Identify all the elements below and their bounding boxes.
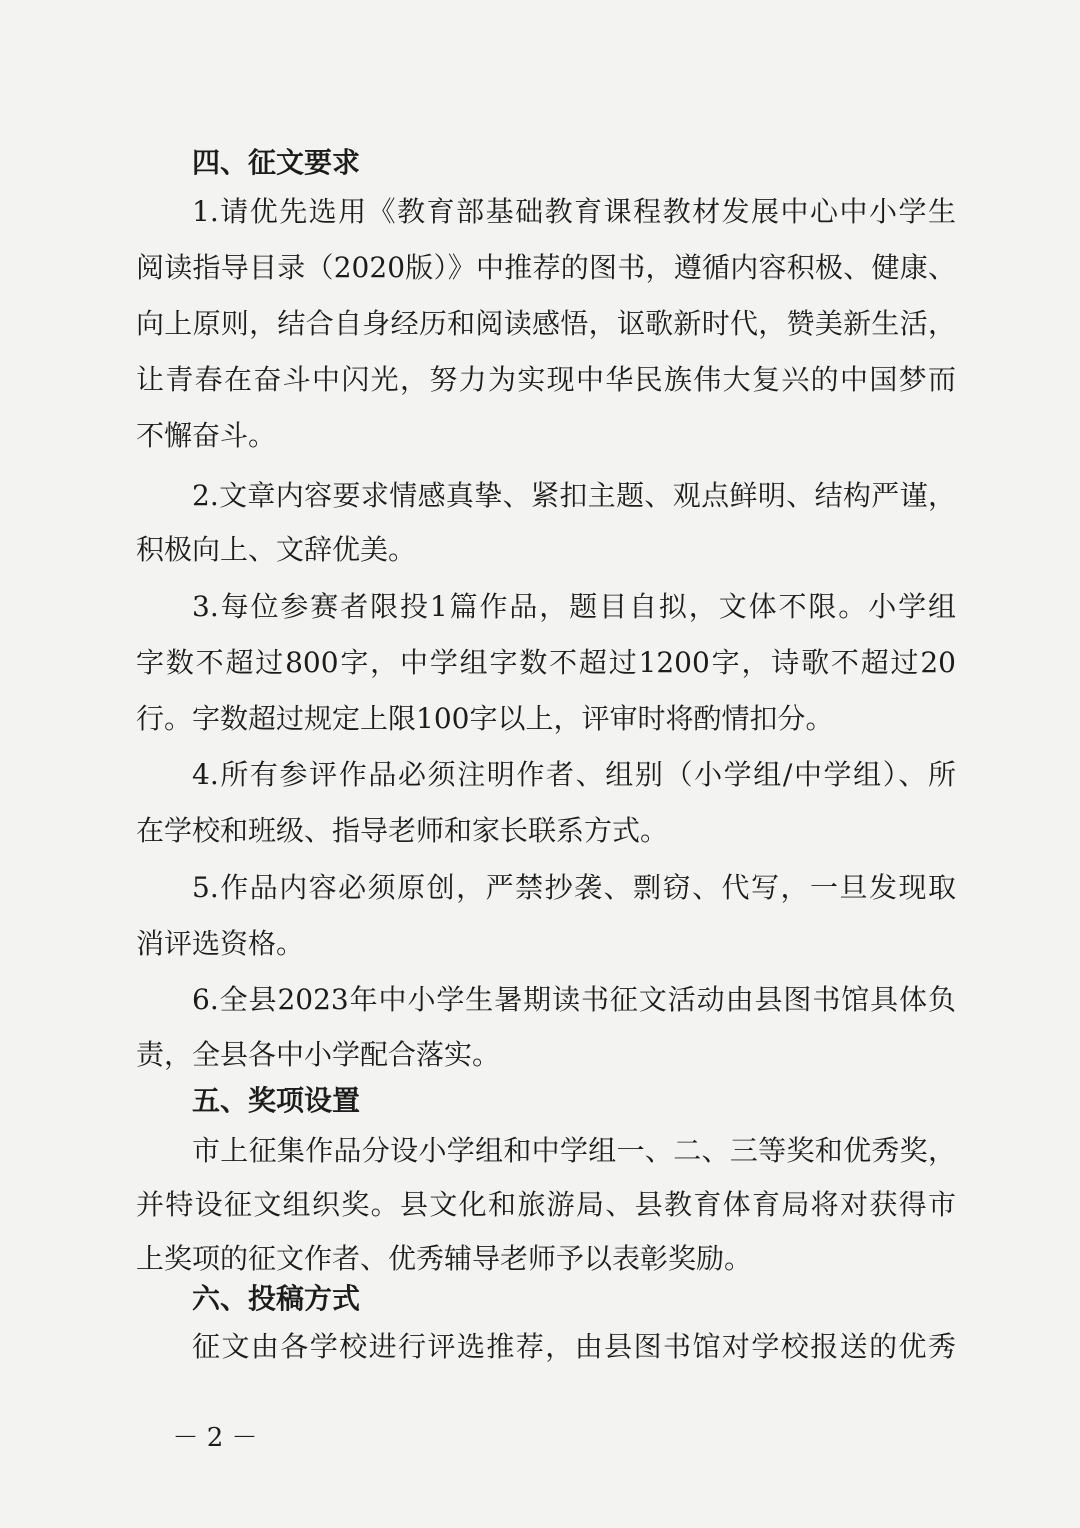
text-line: 让青春在奋斗中闪光，努力为实现中华民族伟大复兴的中国梦而 bbox=[136, 363, 956, 396]
text-line: 积极向上、文辞优美。 bbox=[136, 533, 417, 566]
text-line: 3.每位参赛者限投1篇作品，题目自拟，文体不限。小学组 bbox=[192, 590, 956, 623]
text-line: 2.文章内容要求情感真挚、紧扣主题、观点鲜明、结构严谨， bbox=[192, 479, 956, 512]
text-line: 责，全县各中小学配合落实。 bbox=[136, 1038, 501, 1071]
text-line: 在学校和班级、指导老师和家长联系方式。 bbox=[136, 814, 669, 847]
text-line: 4.所有参评作品必须注明作者、组别（小学组/中学组）、所 bbox=[192, 758, 956, 791]
section-heading-submission: 六、投稿方式 bbox=[192, 1282, 361, 1315]
text-line: 向上原则，结合自身经历和阅读感悟，讴歌新时代，赞美新生活， bbox=[136, 307, 956, 340]
text-line: 不懈奋斗。 bbox=[136, 419, 277, 452]
text-line: 市上征集作品分设小学组和中学组一、二、三等奖和优秀奖， bbox=[192, 1134, 956, 1167]
text-line: 阅读指导目录（2020版）》中推荐的图书，遵循内容积极、健康、 bbox=[136, 251, 956, 284]
text-line: 上奖项的征文作者、优秀辅导老师予以表彰奖励。 bbox=[136, 1242, 753, 1275]
text-line: 征文由各学校进行评选推荐，由县图书馆对学校报送的优秀 bbox=[192, 1330, 956, 1363]
section-heading-awards: 五、奖项设置 bbox=[192, 1084, 361, 1117]
text-line: 6.全县2023年中小学生暑期读书征文活动由县图书馆具体负 bbox=[192, 983, 956, 1016]
text-line: 1.请优先选用《教育部基础教育课程教材发展中心中小学生 bbox=[192, 195, 956, 228]
text-line: 行。字数超过规定上限100字以上，评审时将酌情扣分。 bbox=[136, 702, 834, 735]
section-heading-requirements: 四、征文要求 bbox=[192, 146, 361, 179]
text-line: 并特设征文组织奖。县文化和旅游局、县教育体育局将对获得市 bbox=[136, 1188, 956, 1221]
page-number: － 2 － bbox=[172, 1423, 258, 1453]
text-line: 5.作品内容必须原创，严禁抄袭、剽窃、代写，一旦发现取 bbox=[192, 871, 956, 904]
text-line: 消评选资格。 bbox=[136, 927, 305, 960]
text-line: 字数不超过800字，中学组字数不超过1200字，诗歌不超过20 bbox=[136, 646, 956, 679]
